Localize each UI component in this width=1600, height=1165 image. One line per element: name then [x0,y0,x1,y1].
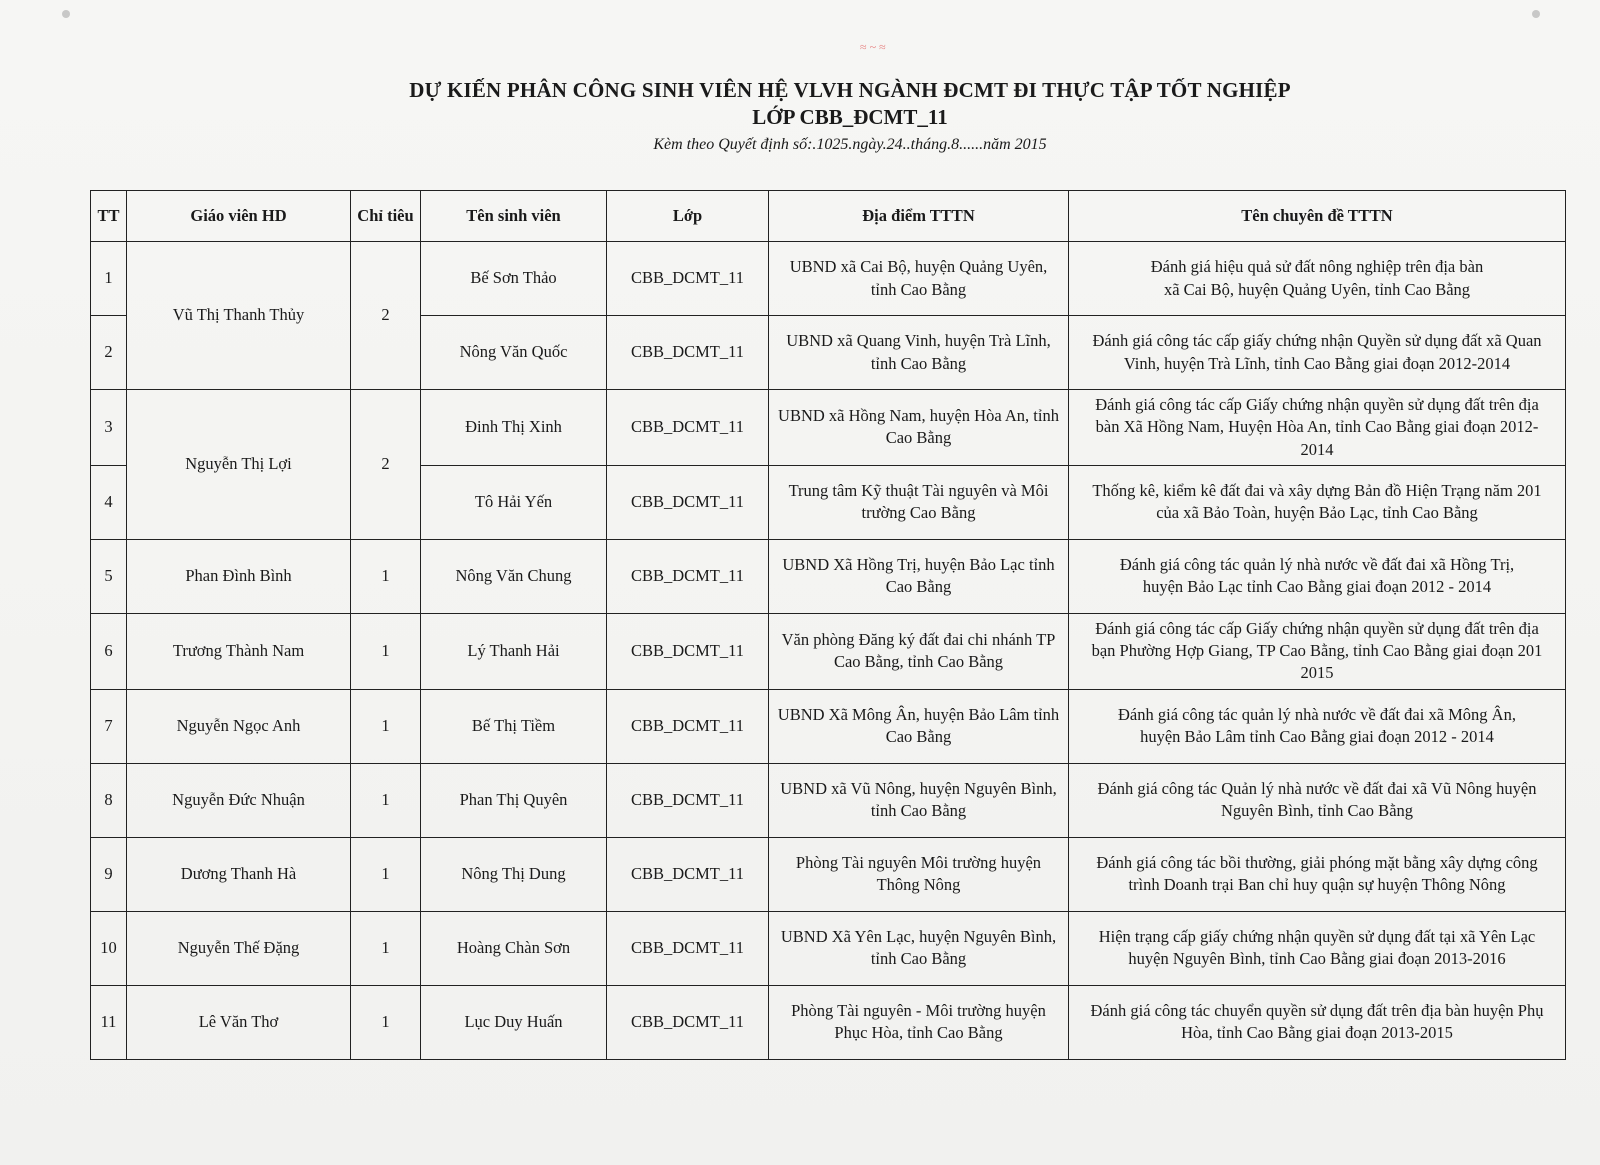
teacher-name: Nguyễn Đức Nhuận [127,763,351,837]
teacher-name: Trương Thành Nam [127,613,351,689]
thesis-topic-line: của xã Bảo Toàn, huyện Bảo Lạc, tỉnh Cao Bằng [1156,503,1478,523]
internship-location: UBND xã Cai Bộ, huyện Quảng Uyên, tỉnh Cao Bằng [769,242,1069,316]
quota-value: 1 [351,539,421,613]
thesis-topic-line: Hiện trạng cấp giấy chứng nhận quyền sử dụng đất tại xã Yên Lạc [1098,926,1536,946]
teacher-name: Dương Thanh Hà [127,837,351,911]
table-row [91,985,1566,1059]
assignment-table [90,190,1566,1060]
row-number: 4 [91,465,127,539]
student-name: Phan Thị Quyên [421,763,607,837]
student-name: Nông Văn Chung [421,539,607,613]
row-number: 8 [91,763,127,837]
table-row [91,539,1566,613]
table-row [91,763,1566,837]
teacher-name: Lê Văn Thơ [127,985,351,1059]
document-title: DỰ KIẾN PHÂN CÔNG SINH VIÊN HỆ VLVH NGÀNH ĐCMT ĐI THỰC TẬP TỐT NGHIỆP [409,78,1291,102]
quota-value: 1 [351,985,421,1059]
internship-location: Phòng Tài nguyên Môi trường huyện Thông Nông [769,837,1069,911]
thesis-topic-line: 2015 [1300,663,1334,683]
thesis-topic-line: Hòa, tỉnh Cao Bằng giai đoạn 2013-2015 [1181,1023,1453,1043]
quota-value: 1 [351,911,421,985]
column-header: TT [91,191,127,242]
thesis-topic-line: Đánh giá công tác quản lý nhà nước về đất đai xã Mông Ân, [1118,704,1516,724]
student-name: Lý Thanh Hải [421,613,607,689]
table-row [91,689,1566,763]
thesis-topic-line: trình Doanh trại Ban chỉ huy quận sự huyện Thông Nông [1128,875,1506,895]
row-number: 10 [91,911,127,985]
thesis-topic-line: 2014 [1300,439,1334,459]
class-code: CBB_DCMT_11 [607,613,769,689]
thesis-topic [1069,985,1566,1059]
thesis-topic-line: Vinh, huyện Trà Lĩnh, tỉnh Cao Bằng giai đoạn 2012-2014 [1123,353,1511,373]
class-code: CBB_DCMT_11 [607,985,769,1059]
quota-value: 2 [351,242,421,390]
table-row [91,390,1566,466]
class-code: CBB_DCMT_11 [607,390,769,466]
quota-value: 1 [351,613,421,689]
class-code: CBB_DCMT_11 [607,465,769,539]
thesis-topic-line: Đánh giá công tác chuyển quyền sử dụng đất trên địa bàn huyện Phụ [1090,1000,1544,1020]
class-code: CBB_DCMT_11 [607,316,769,390]
column-header: Lớp [607,191,769,242]
teacher-name: Phan Đình Bình [127,539,351,613]
thesis-topic-line: Thống kê, kiểm kê đất đai và xây dựng Bản đồ Hiện Trạng năm 201 [1092,481,1542,501]
internship-location: Trung tâm Kỹ thuật Tài nguyên và Môi trường Cao Bằng [769,465,1069,539]
thesis-topic-line: bạn Phường Hợp Giang, TP Cao Bằng, tỉnh Cao Bằng giai đoạn 201 [1091,641,1543,661]
thesis-topic-line: huyện Bảo Lạc tỉnh Cao Bằng giai đoạn 2012 - 2014 [1142,577,1492,597]
column-header: Chỉ tiêu [351,191,421,242]
internship-location: UBND Xã Yên Lạc, huyện Nguyên Bình, tỉnh Cao Bằng [769,911,1069,985]
student-name: Nông Văn Quốc [421,316,607,390]
internship-location: UBND xã Hồng Nam, huyện Hòa An, tỉnh Cao Bằng [769,390,1069,466]
teacher-name: Vũ Thị Thanh Thủy [127,242,351,390]
thesis-topic-line: huyện Nguyên Bình, tỉnh Cao Bằng giai đoạn 2013-2016 [1128,949,1506,969]
thesis-topic [1069,390,1566,466]
teacher-name: Nguyễn Thị Lợi [127,390,351,540]
thesis-topic-line: Nguyên Bình, tỉnh Cao Bằng [1220,801,1414,821]
table-row [91,837,1566,911]
quota-value: 2 [351,390,421,540]
thesis-topic [1069,689,1566,763]
internship-location: UBND Xã Mông Ân, huyện Bảo Lâm tỉnh Cao Bằng [769,689,1069,763]
thesis-topic [1069,539,1566,613]
student-name: Bế Sơn Thảo [421,242,607,316]
quota-value: 1 [351,689,421,763]
row-number: 7 [91,689,127,763]
thesis-topic [1069,837,1566,911]
row-number: 5 [91,539,127,613]
class-code: CBB_DCMT_11 [607,837,769,911]
table-row [91,613,1566,689]
class-code: CBB_DCMT_11 [607,763,769,837]
internship-location: UBND Xã Hồng Trị, huyện Bảo Lạc tỉnh Cao Bằng [769,539,1069,613]
row-number: 2 [91,316,127,390]
row-number: 11 [91,985,127,1059]
table-header-row [91,191,1566,242]
thesis-topic-line: Đánh giá công tác bồi thường, giải phóng mặt bằng xây dựng công [1096,852,1538,872]
red-ink-mark: ≈ ~ ≈ [860,40,886,54]
table-row [91,242,1566,316]
thesis-topic-line: Đánh giá hiệu quả sử đất nông nghiệp trên địa bàn [1150,257,1484,277]
student-name: Đinh Thị Xinh [421,390,607,466]
thesis-topic [1069,242,1566,316]
student-name: Nông Thị Dung [421,837,607,911]
class-code: CBB_DCMT_11 [607,689,769,763]
decision-reference: Kèm theo Quyết định số:.1025.ngày.24..tháng.8......năm 2015 [653,136,1047,153]
thesis-topic [1069,911,1566,985]
table-row [91,911,1566,985]
teacher-name: Nguyễn Thế Đặng [127,911,351,985]
thesis-topic-line: Đánh giá công tác cấp Giấy chứng nhận quyền sử dụng đất trên địa [1095,395,1539,414]
class-title: LỚP CBB_ĐCMT_11 [752,105,948,129]
student-name: Lục Duy Huấn [421,985,607,1059]
table-body [91,242,1566,1060]
student-name: Bế Thị Tiềm [421,689,607,763]
row-number: 3 [91,390,127,466]
quota-value: 1 [351,763,421,837]
student-name: Tô Hải Yến [421,465,607,539]
column-header: Tên sinh viên [421,191,607,242]
document-header [0,78,1600,154]
row-number: 1 [91,242,127,316]
thesis-topic-line: bàn Xã Hồng Nam, Huyện Hòa An, tỉnh Cao Bằng giai đoạn 2012- [1095,417,1539,437]
punch-hole-mark [62,10,70,18]
thesis-topic-line: Đánh giá công tác cấp Giấy chứng nhận quyền sử dụng đất trên địa [1095,618,1539,638]
internship-location: UBND xã Vũ Nông, huyện Nguyên Bình, tỉnh Cao Bằng [769,763,1069,837]
column-header: Tên chuyên đề TTTN [1069,191,1566,242]
thesis-topic-line: xã Cai Bộ, huyện Quảng Uyên, tỉnh Cao Bằng [1163,279,1471,299]
thesis-topic-line: Đánh giá công tác quản lý nhà nước về đất đai xã Hồng Trị, [1119,555,1515,575]
internship-location: Văn phòng Đăng ký đất đai chi nhánh TP Cao Bằng, tỉnh Cao Bằng [769,613,1069,689]
teacher-name: Nguyễn Ngọc Anh [127,689,351,763]
thesis-topic-line: huyện Bảo Lâm tỉnh Cao Bằng giai đoạn 2012 - 2014 [1140,727,1494,747]
row-number: 9 [91,837,127,911]
class-code: CBB_DCMT_11 [607,911,769,985]
internship-location: Phòng Tài nguyên - Môi trường huyện Phục Hòa, tỉnh Cao Bằng [769,985,1069,1059]
thesis-topic [1069,316,1566,390]
column-header: Giáo viên HD [127,191,351,242]
class-code: CBB_DCMT_11 [607,242,769,316]
row-number: 6 [91,613,127,689]
class-code: CBB_DCMT_11 [607,539,769,613]
punch-hole-mark [1532,10,1540,18]
student-name: Hoàng Chàn Sơn [421,911,607,985]
thesis-topic-line: Đánh giá công tác Quản lý nhà nước về đất đai xã Vũ Nông huyện [1097,778,1537,798]
column-header: Địa điểm TTTN [769,191,1069,242]
thesis-topic-line: Đánh giá công tác cấp giấy chứng nhận Quyền sử dụng đất xã Quan [1092,331,1542,351]
quota-value: 1 [351,837,421,911]
internship-location: UBND xã Quang Vinh, huyện Trà Lĩnh, tỉnh Cao Bằng [769,316,1069,390]
thesis-topic [1069,613,1566,689]
thesis-topic [1069,763,1566,837]
thesis-topic [1069,465,1566,539]
